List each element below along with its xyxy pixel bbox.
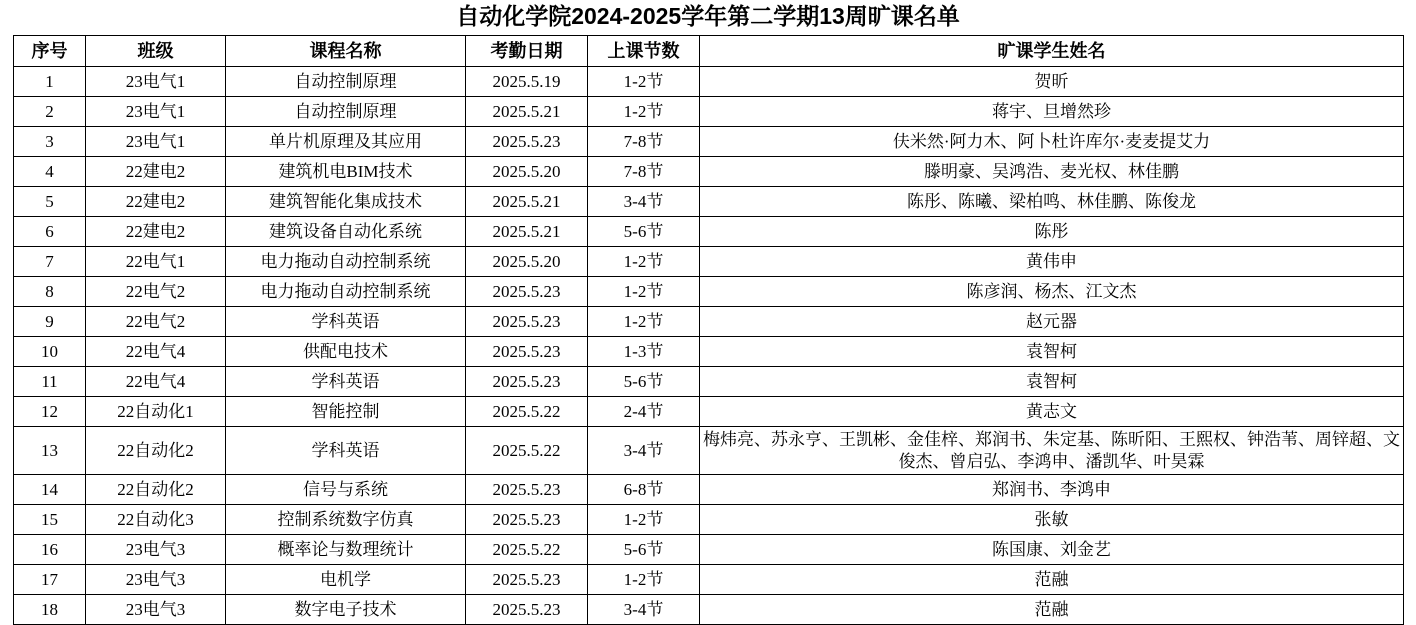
cell-class: 23电气3 — [86, 594, 226, 624]
cell-index: 13 — [14, 427, 86, 475]
cell-course: 学科英语 — [226, 307, 466, 337]
cell-class: 23电气1 — [86, 97, 226, 127]
table-row — [14, 157, 1404, 187]
column-header-index: 序号 — [14, 36, 86, 67]
cell-course: 建筑设备自动化系统 — [226, 217, 466, 247]
cell-date: 2025.5.20 — [466, 247, 588, 277]
cell-course: 控制系统数字仿真 — [226, 504, 466, 534]
cell-names: 陈彦润、杨杰、江文杰 — [700, 277, 1404, 307]
cell-date: 2025.5.22 — [466, 397, 588, 427]
table-body — [14, 67, 1404, 625]
cell-names: 黄志文 — [700, 397, 1404, 427]
cell-class: 22自动化1 — [86, 397, 226, 427]
cell-period: 1-2节 — [588, 307, 700, 337]
cell-period: 5-6节 — [588, 534, 700, 564]
column-header-class: 班级 — [86, 36, 226, 67]
cell-course: 电力拖动自动控制系统 — [226, 277, 466, 307]
absence-table — [13, 35, 1404, 625]
cell-names: 张敏 — [700, 504, 1404, 534]
cell-date: 2025.5.23 — [466, 594, 588, 624]
cell-date: 2025.5.23 — [466, 504, 588, 534]
cell-course: 学科英语 — [226, 427, 466, 475]
cell-names: 范融 — [700, 594, 1404, 624]
cell-names: 陈彤、陈曦、梁柏鸣、林佳鹏、陈俊龙 — [700, 187, 1404, 217]
cell-course: 智能控制 — [226, 397, 466, 427]
cell-date: 2025.5.21 — [466, 187, 588, 217]
cell-index: 16 — [14, 534, 86, 564]
column-header-date: 考勤日期 — [466, 36, 588, 67]
cell-class: 23电气1 — [86, 127, 226, 157]
column-header-period: 上课节数 — [588, 36, 700, 67]
cell-course: 电力拖动自动控制系统 — [226, 247, 466, 277]
cell-period: 1-2节 — [588, 97, 700, 127]
table-row — [14, 97, 1404, 127]
cell-class: 22电气2 — [86, 307, 226, 337]
cell-date: 2025.5.23 — [466, 367, 588, 397]
cell-index: 8 — [14, 277, 86, 307]
cell-course: 自动控制原理 — [226, 97, 466, 127]
cell-class: 23电气3 — [86, 564, 226, 594]
cell-period: 3-4节 — [588, 427, 700, 475]
cell-index: 9 — [14, 307, 86, 337]
table-row — [14, 277, 1404, 307]
cell-period: 1-3节 — [588, 337, 700, 367]
cell-period: 3-4节 — [588, 594, 700, 624]
cell-index: 12 — [14, 397, 86, 427]
table-row — [14, 594, 1404, 624]
cell-period: 1-2节 — [588, 504, 700, 534]
cell-index: 1 — [14, 67, 86, 97]
column-header-course: 课程名称 — [226, 36, 466, 67]
cell-index: 11 — [14, 367, 86, 397]
cell-names: 滕明豪、吴鸿浩、麦光权、林佳鹏 — [700, 157, 1404, 187]
cell-period: 6-8节 — [588, 474, 700, 504]
table-row — [14, 127, 1404, 157]
cell-date: 2025.5.23 — [466, 307, 588, 337]
cell-index: 14 — [14, 474, 86, 504]
table-row — [14, 337, 1404, 367]
cell-names: 梅炜亮、苏永亨、王凯彬、金佳梓、郑润书、朱定基、陈昕阳、王熙权、钟浩苇、周锌超、文俊杰、曾启弘、李鸿申、潘凯华、叶昊霖 — [700, 427, 1404, 475]
cell-course: 数字电子技术 — [226, 594, 466, 624]
table-row — [14, 427, 1404, 475]
table-header — [14, 36, 1404, 67]
cell-period: 1-2节 — [588, 564, 700, 594]
cell-class: 22电气1 — [86, 247, 226, 277]
cell-class: 23电气1 — [86, 67, 226, 97]
cell-period: 5-6节 — [588, 367, 700, 397]
cell-class: 22自动化2 — [86, 427, 226, 475]
cell-date: 2025.5.23 — [466, 474, 588, 504]
page-title: 自动化学院2024-2025学年第二学期13周旷课名单 — [456, 3, 960, 29]
cell-index: 6 — [14, 217, 86, 247]
cell-class: 22自动化2 — [86, 474, 226, 504]
cell-names: 赵元器 — [700, 307, 1404, 337]
cell-date: 2025.5.21 — [466, 97, 588, 127]
cell-course: 概率论与数理统计 — [226, 534, 466, 564]
table-row — [14, 217, 1404, 247]
cell-course: 单片机原理及其应用 — [226, 127, 466, 157]
cell-course: 建筑智能化集成技术 — [226, 187, 466, 217]
table-row — [14, 187, 1404, 217]
cell-date: 2025.5.19 — [466, 67, 588, 97]
cell-class: 22建电2 — [86, 157, 226, 187]
cell-index: 4 — [14, 157, 86, 187]
cell-index: 18 — [14, 594, 86, 624]
cell-course: 供配电技术 — [226, 337, 466, 367]
cell-period: 1-2节 — [588, 277, 700, 307]
cell-period: 2-4节 — [588, 397, 700, 427]
cell-date: 2025.5.23 — [466, 337, 588, 367]
cell-class: 22电气2 — [86, 277, 226, 307]
cell-names: 伕米然·阿力木、阿卜杜许库尔·麦麦提艾力 — [700, 127, 1404, 157]
cell-date: 2025.5.20 — [466, 157, 588, 187]
cell-period: 3-4节 — [588, 187, 700, 217]
cell-index: 5 — [14, 187, 86, 217]
cell-course: 建筑机电BIM技术 — [226, 157, 466, 187]
cell-names: 蒋宇、旦增然珍 — [700, 97, 1404, 127]
cell-course: 信号与系统 — [226, 474, 466, 504]
cell-course: 电机学 — [226, 564, 466, 594]
table-row — [14, 397, 1404, 427]
cell-date: 2025.5.23 — [466, 277, 588, 307]
table-row — [14, 474, 1404, 504]
column-header-names: 旷课学生姓名 — [700, 36, 1404, 67]
table-row — [14, 307, 1404, 337]
table-row — [14, 504, 1404, 534]
cell-date: 2025.5.23 — [466, 564, 588, 594]
cell-names: 陈国康、刘金艺 — [700, 534, 1404, 564]
cell-names: 贺昕 — [700, 67, 1404, 97]
cell-names: 陈彤 — [700, 217, 1404, 247]
cell-class: 22自动化3 — [86, 504, 226, 534]
cell-index: 17 — [14, 564, 86, 594]
cell-index: 3 — [14, 127, 86, 157]
cell-course: 学科英语 — [226, 367, 466, 397]
cell-course: 自动控制原理 — [226, 67, 466, 97]
table-row — [14, 564, 1404, 594]
table-row — [14, 367, 1404, 397]
cell-date: 2025.5.22 — [466, 534, 588, 564]
cell-names: 黄伟申 — [700, 247, 1404, 277]
cell-index: 15 — [14, 504, 86, 534]
cell-class: 22建电2 — [86, 217, 226, 247]
cell-class: 23电气3 — [86, 534, 226, 564]
cell-index: 10 — [14, 337, 86, 367]
table-header-row — [14, 36, 1404, 67]
cell-class: 22建电2 — [86, 187, 226, 217]
cell-period: 1-2节 — [588, 67, 700, 97]
cell-period: 7-8节 — [588, 157, 700, 187]
table-row — [14, 247, 1404, 277]
cell-names: 袁智柯 — [700, 367, 1404, 397]
cell-index: 7 — [14, 247, 86, 277]
cell-names: 郑润书、李鸿申 — [700, 474, 1404, 504]
cell-period: 5-6节 — [588, 217, 700, 247]
cell-names: 袁智柯 — [700, 337, 1404, 367]
table-row — [14, 67, 1404, 97]
cell-names: 范融 — [700, 564, 1404, 594]
cell-period: 1-2节 — [588, 247, 700, 277]
cell-class: 22电气4 — [86, 367, 226, 397]
cell-date: 2025.5.21 — [466, 217, 588, 247]
table-row — [14, 534, 1404, 564]
cell-index: 2 — [14, 97, 86, 127]
cell-period: 7-8节 — [588, 127, 700, 157]
cell-date: 2025.5.22 — [466, 427, 588, 475]
cell-class: 22电气4 — [86, 337, 226, 367]
cell-date: 2025.5.23 — [466, 127, 588, 157]
